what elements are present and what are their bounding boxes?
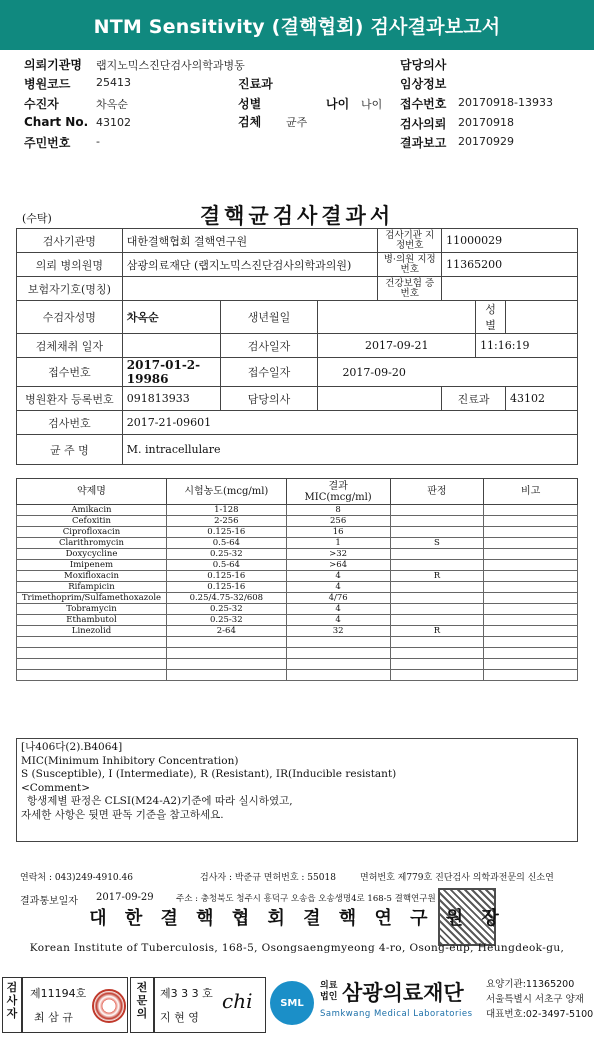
mic-value-cell: 4 bbox=[286, 615, 390, 626]
value-receipt-date: 2017-09-20 bbox=[318, 358, 578, 387]
mic-row bbox=[17, 527, 578, 538]
mic-drug-cell: Tobramycin bbox=[17, 604, 167, 615]
mic-empty-cell bbox=[484, 670, 578, 681]
mic-row bbox=[17, 571, 578, 582]
mic-header-result-label: 결과 bbox=[328, 480, 348, 492]
value-test-number: 2017-21-09601 bbox=[122, 411, 577, 435]
label-clinical-info: 임상정보 bbox=[400, 77, 447, 91]
mic-interpretation-cell bbox=[390, 604, 484, 615]
value-request-date: 20170918 bbox=[458, 116, 514, 129]
mic-empty-cell bbox=[286, 648, 390, 659]
institute-name: 대 한 결 핵 협 회 결 핵 연 구 원 장 bbox=[89, 908, 505, 929]
mic-empty-cell bbox=[286, 659, 390, 670]
mic-empty-cell bbox=[390, 637, 484, 648]
mic-range-cell: 0.125-16 bbox=[166, 527, 286, 538]
notes-code: [나406다(2).B4064] bbox=[21, 741, 123, 753]
label-patient-sex: 성별 bbox=[476, 301, 506, 334]
value-resident-no: - bbox=[96, 135, 100, 148]
mic-note-cell bbox=[484, 538, 578, 549]
mic-interpretation-cell bbox=[390, 593, 484, 604]
mic-note-cell bbox=[484, 549, 578, 560]
label-department: 진료과 bbox=[238, 77, 273, 91]
value-chart-no: 43102 bbox=[96, 116, 131, 129]
value-client-hospital: 삼광의료재단 (랩지노믹스진단검사의학과의원) bbox=[122, 253, 378, 277]
mic-header-note: 비고 bbox=[484, 479, 578, 505]
mic-value-cell: >64 bbox=[286, 560, 390, 571]
mic-drug-cell: Linezolid bbox=[17, 626, 167, 637]
document-title: 결핵균검사결과서 bbox=[199, 203, 395, 228]
mic-note-cell bbox=[484, 560, 578, 571]
mic-interpretation-cell bbox=[390, 549, 484, 560]
mic-row bbox=[17, 505, 578, 516]
mic-range-cell: 0.25-32 bbox=[166, 615, 286, 626]
mic-empty-cell bbox=[166, 670, 286, 681]
value-receipt-number: 2017-01-2-19986 bbox=[122, 358, 220, 387]
value-insurance bbox=[122, 277, 378, 301]
mic-empty-cell bbox=[17, 637, 167, 648]
value-report-date: 20170929 bbox=[458, 135, 514, 148]
value-lab-code: 11000029 bbox=[442, 229, 578, 253]
label-age: 나이 bbox=[326, 97, 350, 111]
mic-range-cell: 0.125-16 bbox=[166, 571, 286, 582]
mic-empty-row bbox=[17, 659, 578, 670]
label-patient: 수진자 bbox=[24, 97, 59, 111]
mic-interpretation-cell bbox=[390, 582, 484, 593]
mic-header-drug: 약제명 bbox=[17, 479, 167, 505]
examiner-stamp bbox=[92, 989, 126, 1023]
contact-phone: 대표번호:02-3497-5100 bbox=[486, 1009, 594, 1020]
label-birth: 생년월일 bbox=[220, 301, 318, 334]
mic-value-cell: 1 bbox=[286, 538, 390, 549]
notes-comment-line1: 항생제별 판정은 CLSI(M24-A2)기준에 따라 실시하였고, bbox=[27, 795, 293, 807]
signature-bar bbox=[0, 975, 594, 1040]
value-test-date: 2017-09-21 bbox=[318, 334, 476, 358]
value-hospital-code: 25413 bbox=[96, 76, 131, 89]
brand-name-en: Samkwang Medical Laboratories bbox=[320, 1009, 473, 1019]
mic-empty-cell bbox=[390, 670, 484, 681]
mic-note-cell bbox=[484, 571, 578, 582]
label-lab-code: 검사기관 지정번호 bbox=[378, 229, 442, 253]
label-patient-name: 수검자성명 bbox=[17, 301, 123, 334]
contact-institution-code: 요양기관:11365200 bbox=[486, 979, 575, 990]
mic-range-cell: 1-128 bbox=[166, 505, 286, 516]
mic-note-cell bbox=[484, 516, 578, 527]
footer-report-date-label: 결과통보일자 bbox=[20, 896, 78, 907]
mic-empty-cell bbox=[17, 659, 167, 670]
mic-row bbox=[17, 615, 578, 626]
mic-table bbox=[16, 478, 578, 681]
specialist-signature: chi bbox=[222, 989, 253, 1013]
mic-value-cell: 16 bbox=[286, 527, 390, 538]
label-receipt-date: 접수일자 bbox=[220, 358, 318, 387]
mic-drug-cell: Ciprofloxacin bbox=[17, 527, 167, 538]
value-strain: M. intracellulare bbox=[122, 435, 577, 465]
mic-range-cell: 2-64 bbox=[166, 626, 286, 637]
mic-note-cell bbox=[484, 615, 578, 626]
footer-contact: 연락처 : 043)249-4910.46 bbox=[20, 873, 133, 883]
patient-info-table bbox=[16, 228, 578, 465]
specialist-license: 제3 3 3 호 bbox=[160, 987, 213, 1000]
label-lab-name: 검사기관명 bbox=[17, 229, 123, 253]
label-client-code: 병·의원 지정번호 bbox=[378, 253, 442, 277]
label-resident-no: 주민번호 bbox=[24, 136, 71, 150]
mic-row bbox=[17, 626, 578, 637]
mic-row bbox=[17, 549, 578, 560]
value-age: 나이 bbox=[361, 98, 383, 111]
value-lab-name: 대한결핵협회 결핵연구원 bbox=[122, 229, 378, 253]
value-attending-doctor bbox=[318, 387, 442, 411]
mic-empty-cell bbox=[484, 659, 578, 670]
mic-range-cell: 0.25-32 bbox=[166, 549, 286, 560]
value-client-code: 11365200 bbox=[442, 253, 578, 277]
mic-value-cell: 4 bbox=[286, 604, 390, 615]
mic-empty-row bbox=[17, 648, 578, 659]
mic-empty-row bbox=[17, 670, 578, 681]
value-patient: 차옥순 bbox=[96, 98, 128, 111]
mic-empty-cell bbox=[286, 637, 390, 648]
label-strain: 균 주 명 bbox=[17, 435, 123, 465]
mic-empty-cell bbox=[17, 670, 167, 681]
mic-empty-cell bbox=[17, 648, 167, 659]
footer-address: 주소 : 충청북도 청주시 흥덕구 오송읍 오송생명4로 168-5 결핵연구원 bbox=[176, 894, 436, 904]
value-test-time: 11:16:19 bbox=[476, 334, 578, 358]
label-hospital-reg: 병원환자 등록번호 bbox=[17, 387, 123, 411]
mic-range-cell: 0.5-64 bbox=[166, 538, 286, 549]
mic-value-cell: 8 bbox=[286, 505, 390, 516]
label-test-date: 검사일자 bbox=[220, 334, 318, 358]
sml-logo-text: SML bbox=[280, 997, 304, 1009]
notes-line-mic: MIC(Minimum Inhibitory Concentration) bbox=[21, 754, 239, 767]
notes-comment-line2: 자세한 사항은 뒷면 판독 기준을 참고하세요. bbox=[21, 808, 224, 821]
mic-interpretation-cell bbox=[390, 505, 484, 516]
brand-prefix: 의료법인 bbox=[320, 981, 338, 1002]
examiner-name: 최 삼 규 bbox=[34, 1011, 73, 1024]
mic-drug-cell: Imipenem bbox=[17, 560, 167, 571]
specialist-vertical-label: 전문의 bbox=[136, 981, 148, 1020]
sml-logo-icon bbox=[270, 981, 314, 1025]
mic-header-range: 시험농도(mcg/ml) bbox=[166, 479, 286, 505]
value-patient-sex bbox=[506, 301, 578, 334]
mic-header-mic-label: MIC(mcg/ml) bbox=[304, 491, 372, 503]
label-insurance: 보험자기호(명칭) bbox=[17, 277, 123, 301]
mic-note-cell bbox=[484, 626, 578, 637]
mic-empty-cell bbox=[390, 659, 484, 670]
value-birth bbox=[318, 301, 476, 334]
label-health-no: 건강보험 증번호 bbox=[378, 277, 442, 301]
footer-report-date: 2017-09-29 bbox=[96, 892, 154, 903]
label-client-hospital: 의뢰 병의원명 bbox=[17, 253, 123, 277]
label-attending-doctor: 담당의사 bbox=[220, 387, 318, 411]
mic-header-result bbox=[286, 479, 390, 505]
label-sex: 성별 bbox=[238, 97, 262, 111]
label-collect-date: 검체채취 일자 bbox=[17, 334, 123, 358]
mic-interpretation-cell bbox=[390, 516, 484, 527]
mic-interpretation-cell: R bbox=[390, 571, 484, 582]
notes-line-legend: S (Susceptible), I (Intermediate), R (Resistant), IR(Inducible resistant) bbox=[21, 768, 397, 780]
label-client: 의뢰기관명 bbox=[24, 58, 82, 72]
report-title-bar bbox=[0, 0, 594, 50]
mic-note-cell bbox=[484, 604, 578, 615]
mic-drug-cell: Amikacin bbox=[17, 505, 167, 516]
contact-address: 서울특별시 서초구 양재 bbox=[486, 994, 584, 1005]
label-receipt-number: 접수번호 bbox=[17, 358, 123, 387]
mic-drug-cell: Ethambutol bbox=[17, 615, 167, 626]
value-health-no bbox=[442, 277, 578, 301]
examiner-vertical-label: 검사자 bbox=[6, 981, 18, 1020]
mic-value-cell: 32 bbox=[286, 626, 390, 637]
scanned-report bbox=[0, 170, 594, 970]
mic-empty-cell bbox=[484, 637, 578, 648]
mic-value-cell: 4/76 bbox=[286, 593, 390, 604]
value-receipt-no: 20170918-13933 bbox=[458, 96, 553, 109]
mic-row bbox=[17, 582, 578, 593]
brand-name: 삼광의료재단 bbox=[342, 981, 464, 1005]
mic-interpretation-cell: S bbox=[390, 538, 484, 549]
mic-empty-cell bbox=[484, 648, 578, 659]
mic-range-cell: 0.25-32 bbox=[166, 604, 286, 615]
mic-interpretation-cell bbox=[390, 560, 484, 571]
value-specimen: 균주 bbox=[286, 116, 308, 129]
mic-row bbox=[17, 560, 578, 571]
mic-drug-cell: Trimethoprim/Sulfamethoxazole bbox=[17, 593, 167, 604]
mic-drug-cell: Cefoxitin bbox=[17, 516, 167, 527]
value-patient-name: 차옥순 bbox=[122, 301, 220, 334]
value-collect-date bbox=[122, 334, 220, 358]
notes-comment-label: <Comment> bbox=[21, 781, 91, 794]
mic-row bbox=[17, 516, 578, 527]
examiner-license: 제11194호 bbox=[30, 987, 87, 1000]
mic-value-cell: 4 bbox=[286, 571, 390, 582]
mic-note-cell bbox=[484, 593, 578, 604]
mic-header-interpretation: 판정 bbox=[390, 479, 484, 505]
mic-row bbox=[17, 593, 578, 604]
value-client: 랩지노믹스진단검사의학과병동 bbox=[96, 59, 245, 72]
mic-interpretation-cell bbox=[390, 527, 484, 538]
mic-range-cell: 0.25/4.75-32/608 bbox=[166, 593, 286, 604]
mic-empty-cell bbox=[166, 648, 286, 659]
label-receipt-no: 접수번호 bbox=[400, 97, 447, 111]
label-chart-no: Chart No. bbox=[24, 115, 89, 129]
label-specimen: 검체 bbox=[238, 115, 262, 129]
mic-table-body bbox=[17, 505, 578, 681]
mic-note-cell bbox=[484, 582, 578, 593]
label-test-number: 검사번호 bbox=[17, 411, 123, 435]
mic-drug-cell: Rifampicin bbox=[17, 582, 167, 593]
report-title: NTM Sensitivity (결핵협회) 검사결과보고서 bbox=[93, 15, 501, 38]
mic-row bbox=[17, 604, 578, 615]
mic-empty-cell bbox=[166, 637, 286, 648]
label-request-date: 검사의뢰 bbox=[400, 117, 447, 131]
mic-note-cell bbox=[484, 527, 578, 538]
specialist-name: 지 현 영 bbox=[160, 1011, 199, 1024]
mic-value-cell: >32 bbox=[286, 549, 390, 560]
label-doctor: 담당의사 bbox=[400, 58, 447, 72]
footer-specialist: 면허번호 제779호 진단검사 의학과전문의 신소연 bbox=[360, 873, 554, 883]
form-number: (수탁) bbox=[22, 212, 52, 225]
mic-interpretation-cell: R bbox=[390, 626, 484, 637]
mic-empty-cell bbox=[286, 670, 390, 681]
mic-drug-cell: Clarithromycin bbox=[17, 538, 167, 549]
value-dept: 43102 bbox=[506, 387, 578, 411]
mic-empty-row bbox=[17, 637, 578, 648]
mic-row bbox=[17, 538, 578, 549]
mic-range-cell: 2-256 bbox=[166, 516, 286, 527]
notes-box bbox=[16, 738, 578, 842]
footer-examiner: 검사자 : 박준규 면허번호 : 55018 bbox=[200, 873, 336, 883]
label-hospital-code: 병원코드 bbox=[24, 77, 71, 91]
mic-value-cell: 256 bbox=[286, 516, 390, 527]
mic-empty-cell bbox=[390, 648, 484, 659]
mic-empty-cell bbox=[166, 659, 286, 670]
value-hospital-reg: 091813933 bbox=[122, 387, 220, 411]
mic-drug-cell: Doxycycline bbox=[17, 549, 167, 560]
mic-range-cell: 0.125-16 bbox=[166, 582, 286, 593]
label-dept: 진료과 bbox=[442, 387, 506, 411]
mic-value-cell: 4 bbox=[286, 582, 390, 593]
label-report-date: 결과보고 bbox=[400, 136, 447, 150]
institute-address-en: Korean Institute of Tuberculosis, 168-5, Osongsaengmyeong 4-ro, Osong-eup, Heungdeok-gu, bbox=[29, 942, 565, 954]
mic-range-cell: 0.5-64 bbox=[166, 560, 286, 571]
mic-drug-cell: Moxifloxacin bbox=[17, 571, 167, 582]
mic-note-cell bbox=[484, 505, 578, 516]
mic-interpretation-cell bbox=[390, 615, 484, 626]
header-info bbox=[0, 50, 594, 154]
